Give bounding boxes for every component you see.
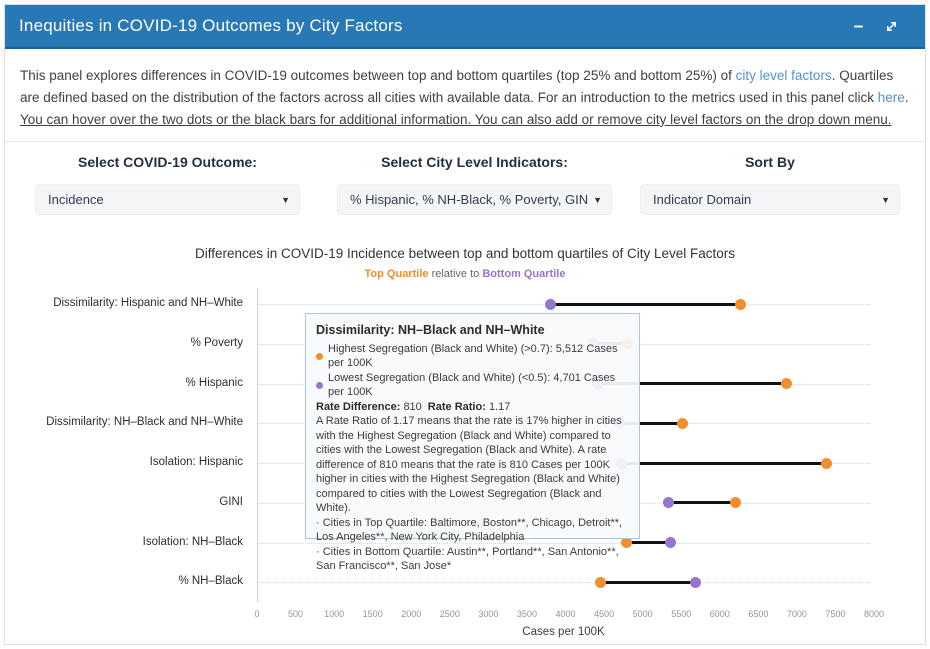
indicators-select[interactable] bbox=[337, 184, 612, 215]
description-text: . Quartiles are defined based on the distribution of the factors across all cities with available data. For an introduction to the metrics used in this panel click bbox=[20, 68, 894, 105]
rate-difference-value: 810 bbox=[403, 400, 422, 413]
top-quartile-dot[interactable] bbox=[677, 418, 688, 429]
dumbbell-bar[interactable] bbox=[621, 462, 826, 465]
panel-header bbox=[5, 5, 925, 49]
top-quartile-legend: Top Quartile bbox=[364, 268, 429, 280]
category-label: % Poverty bbox=[190, 336, 243, 349]
x-axis-tick-label: 4000 bbox=[555, 609, 576, 619]
sort-by-select[interactable] bbox=[640, 184, 900, 215]
chevron-down-icon: ▼ bbox=[281, 195, 290, 205]
x-axis-tick-label: 5500 bbox=[671, 609, 692, 619]
section-divider bbox=[5, 141, 925, 142]
tooltip-top-quartile-text: Highest Segregation (Black and White) (>0.7): 5,512 Cases per 100K bbox=[328, 342, 618, 370]
outcome-selected-value: Incidence bbox=[48, 192, 104, 207]
dashboard-panel bbox=[4, 4, 926, 645]
chart-title: Differences in COVID-19 Incidence between top and bottom quartiles of City Level Factors bbox=[194, 246, 736, 261]
x-axis-title: Cases per 100K bbox=[522, 626, 605, 638]
dumbbell-bar[interactable] bbox=[626, 541, 670, 544]
chevron-down-icon: ▼ bbox=[593, 195, 602, 205]
x-axis-tick-label: 7500 bbox=[825, 609, 846, 619]
sort-by-control bbox=[640, 154, 900, 215]
dumbbell-bar[interactable] bbox=[550, 303, 741, 306]
tooltip-bottom-cities: · Cities in Bottom Quartile: Austin**, Portland**, San Antonio**, San Francisco**, San Jose* bbox=[316, 545, 619, 573]
tooltip-rate-line bbox=[316, 400, 629, 415]
bottom-quartile-legend: Bottom Quartile bbox=[482, 268, 566, 280]
x-axis-tick-label: 4500 bbox=[594, 609, 615, 619]
x-axis-tick-label: 6500 bbox=[748, 609, 769, 619]
x-axis-tick-label: 1500 bbox=[362, 609, 383, 619]
description-text: . bbox=[904, 89, 909, 105]
panel-title: Inequities in COVID-19 Outcomes by City Factors bbox=[19, 16, 403, 35]
rate-difference-label: Rate Difference : bbox=[316, 401, 403, 413]
purple-dot-icon bbox=[316, 382, 323, 389]
top-quartile-dot[interactable] bbox=[735, 299, 746, 310]
x-axis-tick-label: 0 bbox=[254, 609, 260, 619]
top-quartile-dot[interactable] bbox=[821, 458, 832, 469]
here-link[interactable]: here bbox=[877, 89, 905, 105]
tooltip-top-quartile-row bbox=[316, 342, 629, 371]
bottom-quartile-dot[interactable] bbox=[665, 537, 676, 548]
x-axis-tick-label: 7000 bbox=[786, 609, 807, 619]
category-label: % Hispanic bbox=[185, 376, 243, 389]
outcome-label: Select COVID-19 Outcome: bbox=[78, 154, 257, 170]
top-quartile-dot[interactable] bbox=[781, 378, 792, 389]
subtitle-middle: relative to bbox=[431, 268, 480, 280]
x-axis-tick-label: 2500 bbox=[439, 609, 460, 619]
tooltip-top-cities: · Cities in Top Quartile: Baltimore, Boston**, Chicago, Detroit**, Los Angeles**, New York City, Philadelphia bbox=[316, 516, 623, 544]
description-text: This panel explores differences in COVID-19 outcomes between top and bottom quartiles (top 25% and bottom 25%) of bbox=[20, 68, 736, 83]
x-axis-tick-label: 3000 bbox=[478, 609, 499, 619]
chevron-down-icon: ▼ bbox=[881, 195, 890, 205]
minimize-icon[interactable] bbox=[851, 19, 866, 34]
rate-ratio-label: Rate Ratio : bbox=[428, 401, 489, 413]
category-label: Dissimilarity: Hispanic and NH–White bbox=[53, 297, 243, 309]
row-gridline bbox=[257, 582, 870, 583]
top-quartile-dot[interactable] bbox=[730, 497, 741, 508]
category-label: Isolation: Hispanic bbox=[149, 456, 243, 468]
category-label: Dissimilarity: NH–Black and NH–White bbox=[46, 416, 243, 429]
expand-icon[interactable] bbox=[884, 19, 899, 34]
city-level-factors-link[interactable]: city level factors bbox=[735, 68, 832, 83]
x-axis-tick-label: 6000 bbox=[709, 609, 730, 619]
sort-by-label: Sort By bbox=[745, 154, 795, 170]
tooltip-bottom-quartile-row bbox=[316, 371, 629, 400]
dumbbell-bar[interactable] bbox=[601, 581, 695, 584]
x-axis-tick-label: 500 bbox=[288, 609, 304, 619]
indicators-selected-value: % Hispanic, % NH-Black, % Poverty, GIN bbox=[350, 192, 589, 207]
x-axis-tick-label: 8000 bbox=[864, 609, 885, 619]
sort-by-selected-value: Indicator Domain bbox=[653, 192, 752, 207]
category-label: GINI bbox=[219, 495, 243, 508]
rate-ratio-value: 1.17 bbox=[488, 400, 511, 413]
tooltip-bottom-quartile-text: Lowest Segregation (Black and White) (<0.5): 4,701 Cases per 100K bbox=[328, 371, 616, 399]
bottom-quartile-dot[interactable] bbox=[663, 497, 674, 508]
tooltip-explanation: A Rate Ratio of 1.17 means that the rate is 17% higher in cities with the Highest Segregation (Black and White) compared to cities with the Lowest Segregation (Black and White). A rate difference of 810 means that the rate is 810 Cases per 100K higher in cities with the Highest Segregation (Black and White) compared to cities with the Lowest Segregation (Black and White). bbox=[316, 415, 622, 515]
tooltip bbox=[305, 313, 640, 573]
outcome-control bbox=[35, 154, 300, 215]
description-hover-hint: You can hover over the two dots or the black bars for additional information. You can also add or remove city level factors on the drop down menu. bbox=[20, 111, 892, 127]
tooltip-title: Dissimilarity: NH–Black and NH–White bbox=[316, 323, 545, 337]
panel-description bbox=[20, 65, 910, 131]
x-axis-tick-label: 3500 bbox=[516, 609, 537, 619]
bottom-quartile-dot[interactable] bbox=[690, 577, 701, 588]
dumbbell-chart bbox=[5, 240, 925, 644]
y-axis-line bbox=[257, 288, 258, 602]
x-axis-tick-label: 5000 bbox=[632, 609, 653, 619]
category-label: Isolation: NH–Black bbox=[142, 535, 243, 548]
bottom-quartile-dot[interactable] bbox=[545, 299, 556, 310]
indicators-control bbox=[337, 154, 612, 215]
x-axis-tick-label: 2000 bbox=[401, 609, 422, 619]
dumbbell-bar[interactable] bbox=[668, 501, 736, 504]
indicators-label: Select City Level Indicators: bbox=[381, 154, 568, 170]
orange-dot-icon bbox=[316, 353, 323, 360]
category-label: % NH–Black bbox=[178, 575, 243, 588]
outcome-select[interactable] bbox=[35, 184, 300, 215]
x-axis-tick-label: 1000 bbox=[324, 609, 345, 619]
top-quartile-dot[interactable] bbox=[595, 577, 606, 588]
